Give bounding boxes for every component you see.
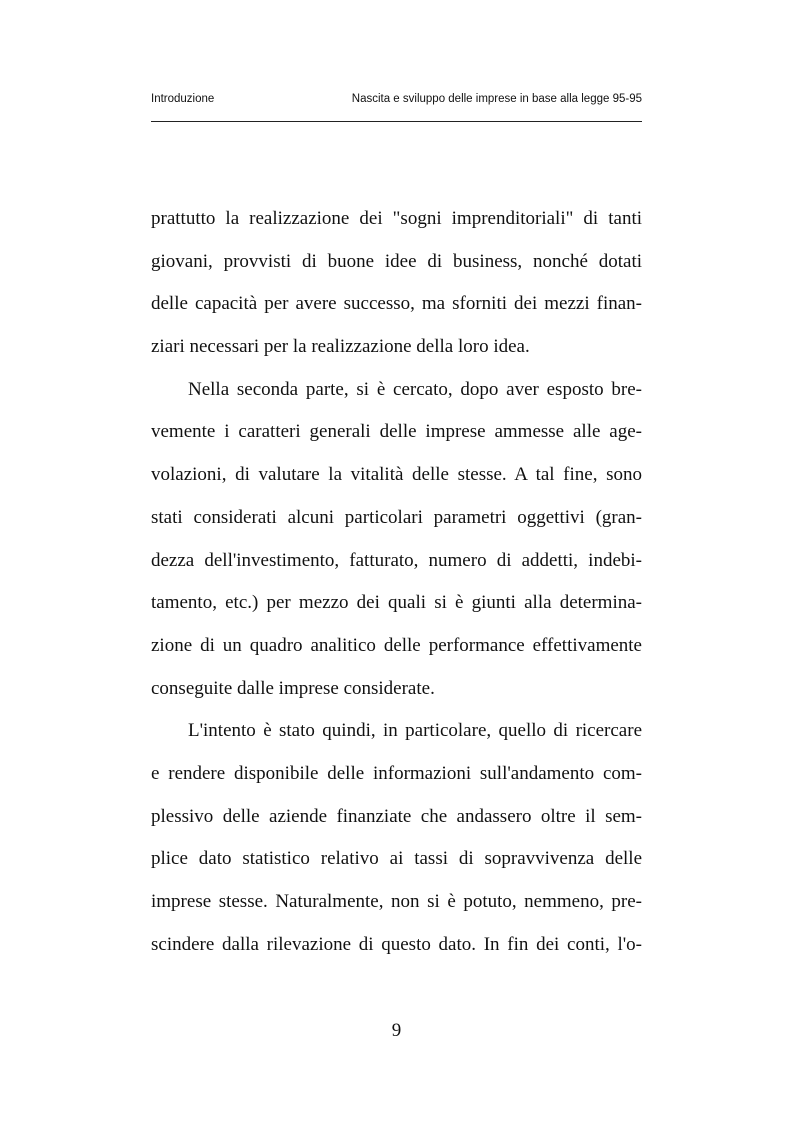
- text-line: ziari necessari per la realizzazione della loro idea.: [151, 336, 530, 358]
- text-line: zione di un quadro analitico delle performance effettivamente: [151, 634, 642, 656]
- text-line: conseguite dalle imprese considerate.: [151, 677, 435, 699]
- text-line: prattutto la realizzazione dei "sogni imprenditoriali" di tanti: [151, 208, 642, 229]
- text-line: e rendere disponibile delle informazioni sull'andamento com-: [151, 762, 642, 784]
- text-line: scindere dalla rilevazione di questo dato. In fin dei conti, l'o-: [151, 933, 642, 955]
- text-line: plessivo delle aziende finanziate che andassero oltre il sem-: [151, 805, 642, 827]
- paragraph: [151, 198, 642, 369]
- text-line: stati considerati alcuni particolari parametri oggettivi (gran-: [151, 506, 642, 528]
- page-number: 9: [391, 1020, 402, 1041]
- header-rule: [151, 121, 642, 122]
- paragraph: [151, 369, 642, 711]
- running-header: [151, 93, 642, 105]
- text-line: volazioni, di valutare la vitalità delle stesse. A tal fine, sono: [151, 464, 642, 486]
- text-line: tamento, etc.) per mezzo dei quali si è giunti alla determina-: [151, 592, 642, 614]
- paragraph: [151, 710, 642, 966]
- text-line: giovani, provvisti di buone idee di business, nonché dotati: [151, 250, 642, 272]
- text-line: delle capacità per avere successo, ma sforniti dei mezzi finan-: [151, 293, 642, 315]
- text-line: plice dato statistico relativo ai tassi di sopravvivenza delle: [151, 848, 642, 870]
- text-line: imprese stesse. Naturalmente, non si è potuto, nemmeno, pre-: [151, 891, 642, 912]
- text-line: Nella seconda parte, si è cercato, dopo aver esposto bre-: [188, 378, 642, 400]
- header-section-title: Introduzione: [151, 93, 215, 105]
- text-line: L'intento è stato quindi, in particolare, quello di ricercare: [188, 720, 642, 742]
- body-text: [151, 198, 642, 966]
- text-line: vemente i caratteri generali delle imprese ammesse alle age-: [151, 421, 642, 443]
- header-document-title: Nascita e sviluppo delle imprese in base alla legge 95-95: [351, 93, 642, 105]
- text-line: dezza dell'investimento, fatturato, numero di addetti, indebi-: [151, 549, 642, 571]
